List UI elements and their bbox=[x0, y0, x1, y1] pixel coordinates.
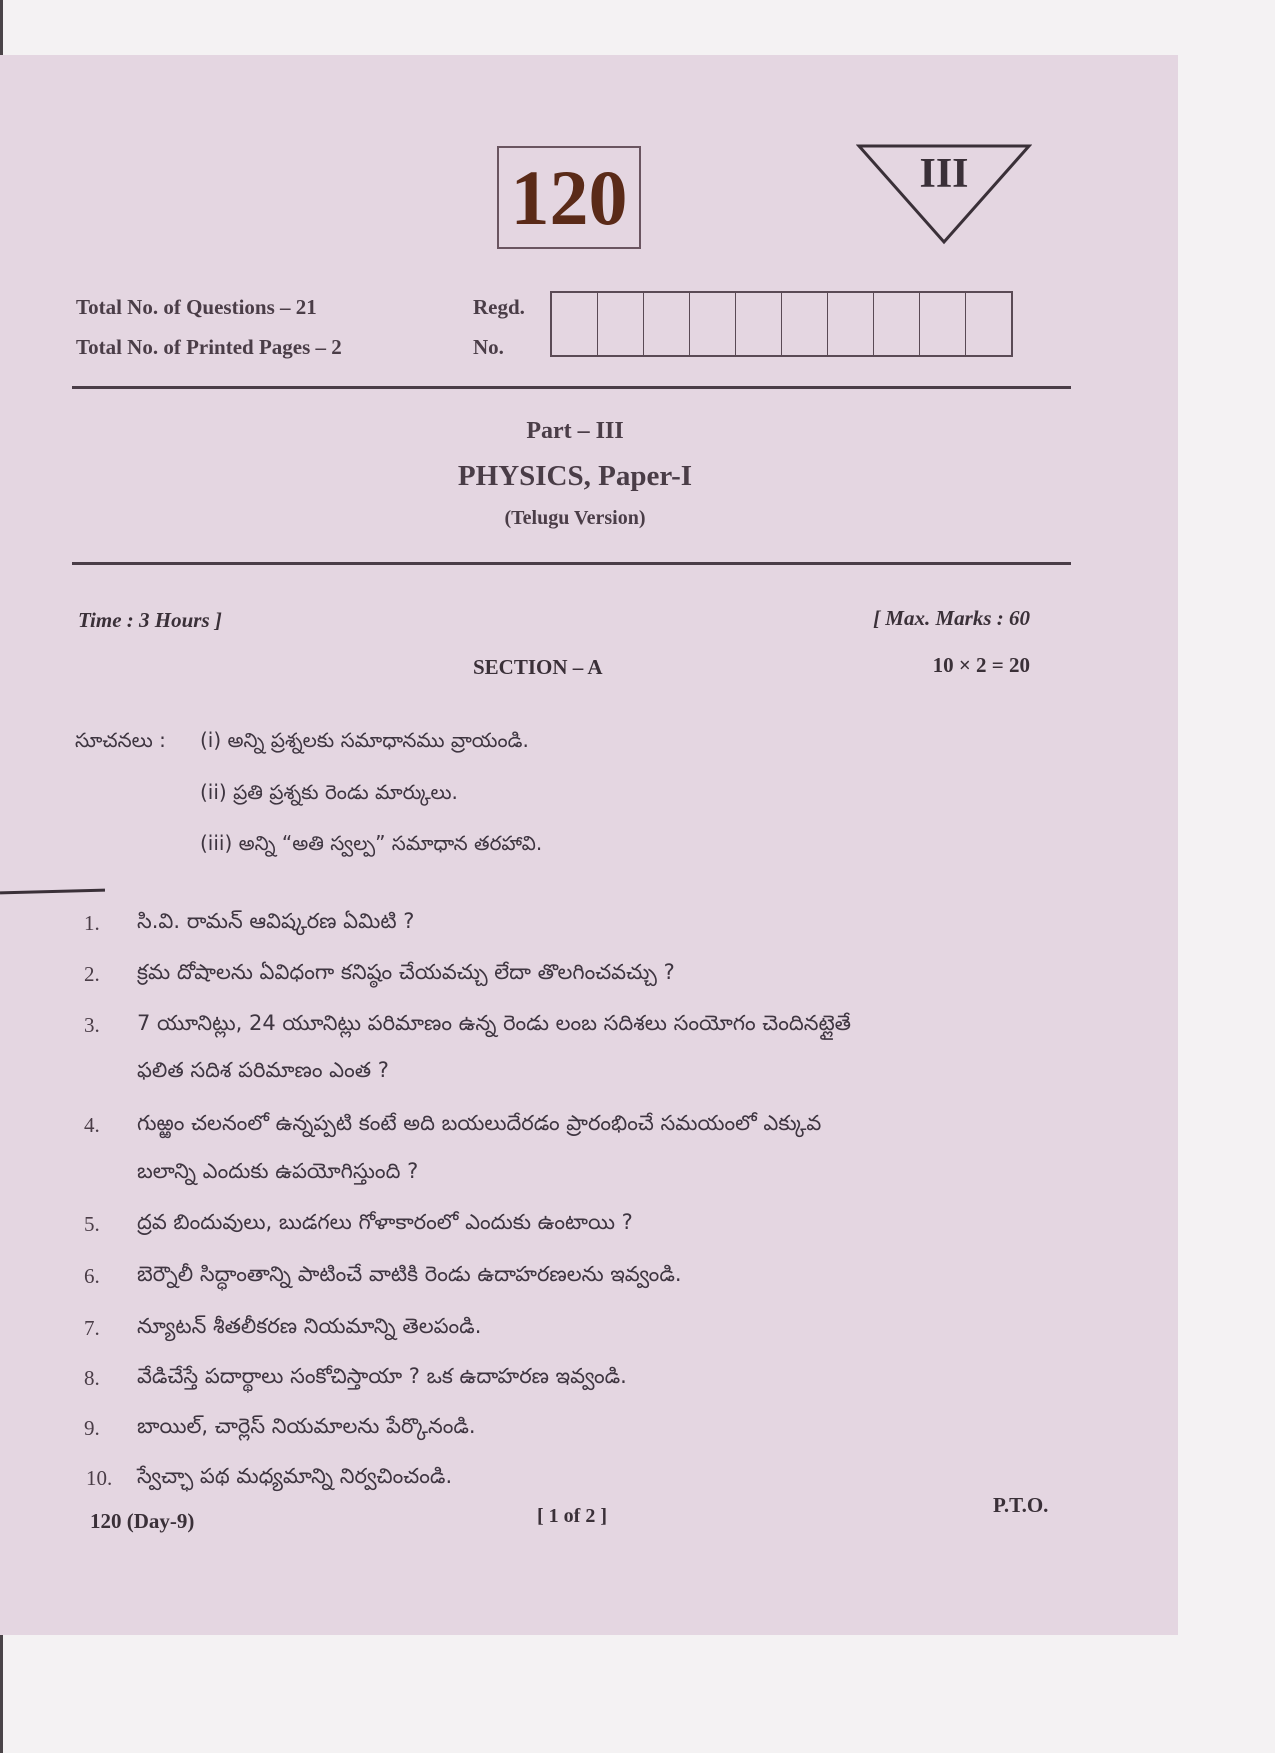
question-text: 7 యూనిట్లు, 24 యూనిట్లు పరిమాణం ఉన్న రెండు లంబ సదిశలు సంయోగం చెందినట్లైతే bbox=[137, 1011, 852, 1035]
paper-code: 120 bbox=[510, 153, 628, 241]
question-number: 4. bbox=[84, 1113, 100, 1137]
question-text: గుఱ్ఱం చలనంలో ఉన్నప్పటి కంటే అది బయలుదేరడం ప్రారంభించే సమయంలో ఎక్కువ bbox=[137, 1111, 822, 1135]
footer-code: 120 (Day-9) bbox=[90, 1509, 195, 1533]
question-number: 5. bbox=[84, 1212, 100, 1236]
question-text: ద్రవ బిందువులు, బుడగలు గోళాకారంలో ఎందుకు ఉంటాయి ? bbox=[137, 1210, 633, 1234]
question-text: బాయిల్, చార్లెస్ నియమాలను పేర్కొనండి. bbox=[137, 1414, 476, 1438]
max-marks-label: [ Max. Marks : 60 bbox=[873, 606, 1030, 630]
instruction-item: (ii) ప్రతి ప్రశ్నకు రెండు మార్కులు. bbox=[200, 780, 458, 804]
page-number: [ 1 of 2 ] bbox=[537, 1505, 607, 1527]
question-text: న్యూటన్ శీతలీకరణ నియమాన్ని తెలపండి. bbox=[137, 1314, 482, 1338]
regd-digit-box[interactable] bbox=[782, 293, 828, 355]
question-text-continued: ఫలిత సదిశ పరిమాణం ఎంత ? bbox=[137, 1058, 389, 1082]
regd-label: Regd. bbox=[473, 295, 525, 319]
subject-title: PHYSICS, Paper-I bbox=[457, 460, 693, 492]
regd-digit-box[interactable] bbox=[644, 293, 690, 355]
instruction-item: (i) అన్ని ప్రశ్నలకు సమాధానము వ్రాయండి. bbox=[200, 728, 529, 752]
question-text: సి.వి. రామన్ ఆవిష్కరణ ఏమిటి ? bbox=[137, 909, 415, 933]
regd-digit-box[interactable] bbox=[598, 293, 644, 355]
question-number: 9. bbox=[84, 1416, 100, 1440]
paper-code-box bbox=[497, 146, 641, 249]
part-badge: III bbox=[919, 151, 969, 197]
question-text: వేడిచేస్తే పదార్థాలు సంకోచిస్తాయా ? ఒక ఉదాహరణ ఇవ్వండి. bbox=[137, 1364, 627, 1388]
time-label: Time : 3 Hours ] bbox=[78, 608, 222, 632]
instructions-label: సూచనలు : bbox=[75, 728, 166, 752]
question-text: క్రమ దోషాలను ఏవిధంగా కనిష్ఠం చేయవచ్చు లేదా తొలగించవచ్చు ? bbox=[137, 960, 675, 984]
question-number: 10. bbox=[86, 1466, 113, 1490]
section-heading: SECTION – A bbox=[473, 655, 603, 679]
question-number: 2. bbox=[84, 962, 100, 986]
regd-digit-box[interactable] bbox=[552, 293, 598, 355]
pto-label: P.T.O. bbox=[993, 1493, 1049, 1517]
version-title: (Telugu Version) bbox=[504, 507, 646, 529]
regd-digit-box[interactable] bbox=[966, 293, 1011, 355]
regd-digit-box[interactable] bbox=[690, 293, 736, 355]
regd-digit-box[interactable] bbox=[736, 293, 782, 355]
question-number: 1. bbox=[84, 911, 100, 935]
regd-no-label: No. bbox=[473, 335, 504, 359]
regd-digit-box[interactable] bbox=[920, 293, 966, 355]
top-rule bbox=[72, 386, 1071, 389]
total-questions: Total No. of Questions – 21 bbox=[76, 295, 317, 319]
part-title: Part – III bbox=[526, 418, 624, 444]
question-number: 7. bbox=[84, 1316, 100, 1340]
regd-digit-box[interactable] bbox=[828, 293, 874, 355]
question-text: స్వేచ్ఛా పథ మధ్యమాన్ని నిర్వచించండి. bbox=[137, 1464, 453, 1488]
instruction-item: (iii) అన్ని “అతి స్వల్ప” సమాధాన తరహావి. bbox=[200, 831, 543, 855]
total-pages: Total No. of Printed Pages – 2 bbox=[76, 335, 342, 359]
title-rule bbox=[72, 562, 1071, 565]
question-text-continued: బలాన్ని ఎందుకు ఉపయోగిస్తుంది ? bbox=[137, 1159, 419, 1183]
section-marks: 10 × 2 = 20 bbox=[932, 653, 1030, 677]
question-text: బెర్నౌలీ సిద్ధాంతాన్ని పాటించే వాటికి రెండు ఉదాహరణలను ఇవ్వండి. bbox=[137, 1262, 682, 1286]
question-number: 6. bbox=[84, 1264, 100, 1288]
question-number: 8. bbox=[84, 1366, 100, 1390]
question-number: 3. bbox=[84, 1013, 100, 1037]
regd-digit-box[interactable] bbox=[874, 293, 920, 355]
regd-number-boxes[interactable] bbox=[550, 291, 1013, 357]
